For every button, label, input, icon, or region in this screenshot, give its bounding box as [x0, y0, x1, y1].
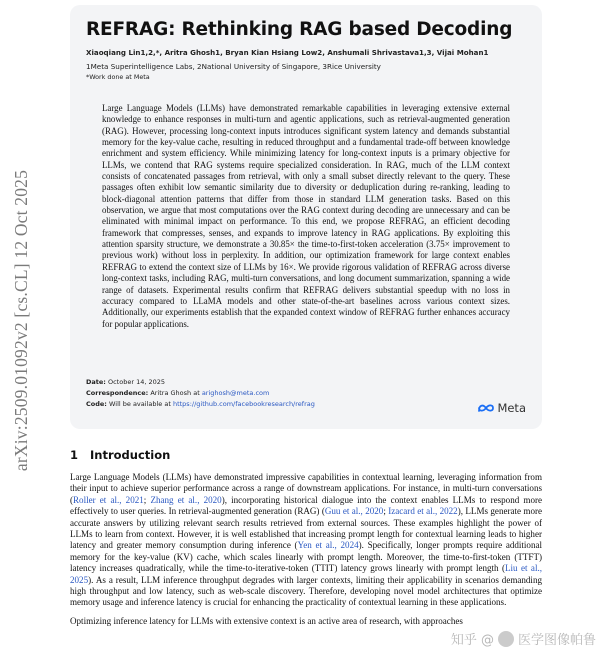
citation-liu[interactable]: Liu et al., 2025 [70, 563, 542, 585]
citation-izacard[interactable]: Izacard et al., 2022 [388, 506, 458, 517]
arxiv-sidebar-stamp [0, 110, 44, 530]
work-note: *Work done at Meta [86, 73, 150, 81]
correspondence-line [86, 388, 526, 399]
abstract: Large Language Models (LLMs) have demonstrated remarkable capabilities in leveraging extensive external knowledge to enhance responses in multi-turn and agentic applications, such as retrieval-augmented generation (RAG). However, processing long-context inputs introduces significant system latency and demands substantial memory for the key-value cache, resulting in reduced throughput and a fundamental trade-off between knowledge enrichment and system efficiency. While minimizing latency for long-context inputs is a primary objective for LLMs, we contend that RAG systems require specialized consideration. In RAG, much of the LLM context consists of concatenated passages from retrieval, with only a small subset directly relevant to the query. These passages often exhibit low semantic similarity due to diversity or deduplication during re-ranking, leading to block-diagonal attention patterns that differ from those in standard LLM generation tasks. Based on this observation, we argue that most computations over the RAG context during decoding are unnecessary and can be eliminated with minimal impact on performance. To this end, we propose REFRAG, an efficient decoding framework that compresses, senses, and expands to improve latency in RAG applications. By exploiting this attention sparsity structure, we demonstrate a 30.85× the time-to-first-token acceleration (3.75× improvement to previous work) without loss in perplexity. In addition, our optimization framework for large context enables REFRAG to extend the context size of LLMs by 16×. We provide rigorous validation of REFRAG across diverse long-context tasks, including RAG, multi-turn conversations, and long document summarization, spanning a wide range of datasets. Experimental results confirm that REFRAG delivers substantial speedup with no loss in accuracy compared to LLaMA models and other state-of-the-art baselines across various context sizes. Additionally, our experiments establish that the expanded context window of REFRAG further enhances accuracy for popular applications. [102, 103, 510, 329]
zhihu-watermark [451, 629, 596, 648]
text-run: ). As a result, LLM inference throughput degrades with larger contexts, limiting their applicability in scenarios demanding high throughput and low latency, such as web-scale discovery. Therefore, developing novel model architectures that optimize memory usage and inference latency is crucial for enhancing the practicality of contextual learning in these applications. [70, 574, 542, 608]
citation-guu[interactable]: Guu et al., 2020 [324, 506, 384, 517]
paper-title: REFRAG: Rethinking RAG based Decoding [86, 19, 513, 40]
date-value: October 14, 2025 [107, 378, 166, 386]
affiliations: 1Meta Superintelligence Labs, 2National University of Singapore, 3Rice University [86, 62, 381, 71]
meta-infinity-icon [477, 403, 495, 413]
text-run: Large Language Models (LLMs) have demonstrated impressive capabilities in contextual learning, leveraging information from their input to achieve superior performance across a range of downstream applications. For instance, in multi-turn conversations ( [70, 472, 542, 505]
section-number: 1 [70, 448, 79, 462]
correspondence-label: Correspondence: [86, 389, 149, 397]
arxiv-id: arXiv:2509.01092v2 [cs.CL] 12 Oct 2025 [11, 169, 32, 471]
intro-paragraph-2: Optimizing inference latency for LLMs with extensive context is an active area of research, with approaches [70, 615, 463, 626]
citation-roller[interactable]: Roller et al., 2021 [73, 494, 144, 505]
title-card [70, 5, 542, 429]
watermark-avatar-icon [498, 631, 514, 647]
text-run: ; [383, 506, 389, 517]
date-label: Date: [86, 378, 106, 386]
introduction-body [70, 472, 542, 627]
intro-paragraph-1 [70, 472, 542, 609]
code-text: Will be available at [108, 400, 171, 408]
date-line [86, 377, 526, 388]
watermark-left: 知乎 @ [450, 633, 494, 648]
citation-yen[interactable]: Yen et al., 2024 [297, 540, 359, 551]
section-title: Introduction [90, 448, 171, 462]
text-run: ; [143, 494, 151, 505]
code-label: Code: [86, 400, 107, 408]
meta-logo [477, 401, 526, 415]
text-run: ), incorporating historical dialogue into the context enables LLMs to respond more effectively to user queries. In retrieval-augmented generation (RAG) ( [70, 494, 542, 517]
paper-metadata [86, 377, 526, 410]
correspondence-email-link[interactable]: arighosh@meta.com [201, 389, 270, 397]
correspondence-name: Aritra Ghosh at [150, 389, 200, 397]
text-run: ). Specifically, longer prompts require additional memory for the key-value (KV) cache, which scales linearly with prompt length. Moreover, the time-to-first-token (TTFT) latency increases quadratically, while the time-to-iterative-token (TTIT) latency grows linearly with prompt length ( [70, 540, 542, 574]
text-run: ), LLMs generate more accurate answers by utilizing relevant search results retrieved from external sources. These examples highlight the power of LLMs to learn from context. However, it is well established that increasing prompt length for contextual learning leads to higher latency and greater memory consumption during inference ( [70, 506, 543, 551]
meta-logo-text: Meta [497, 401, 526, 415]
code-line [86, 399, 526, 410]
citation-zhang[interactable]: Zhang et al., 2020 [150, 494, 222, 505]
section-heading [70, 448, 542, 462]
code-url-link[interactable]: https://github.com/facebookresearch/refrag [172, 400, 315, 408]
watermark-right: 医学图像帕鲁 [517, 633, 596, 648]
author-list: Xiaoqiang Lin1,2,*, Aritra Ghosh1, Bryan Kian Hsiang Low2, Anshumali Shrivastava1,3, Vijai Mohan1 [86, 48, 489, 57]
